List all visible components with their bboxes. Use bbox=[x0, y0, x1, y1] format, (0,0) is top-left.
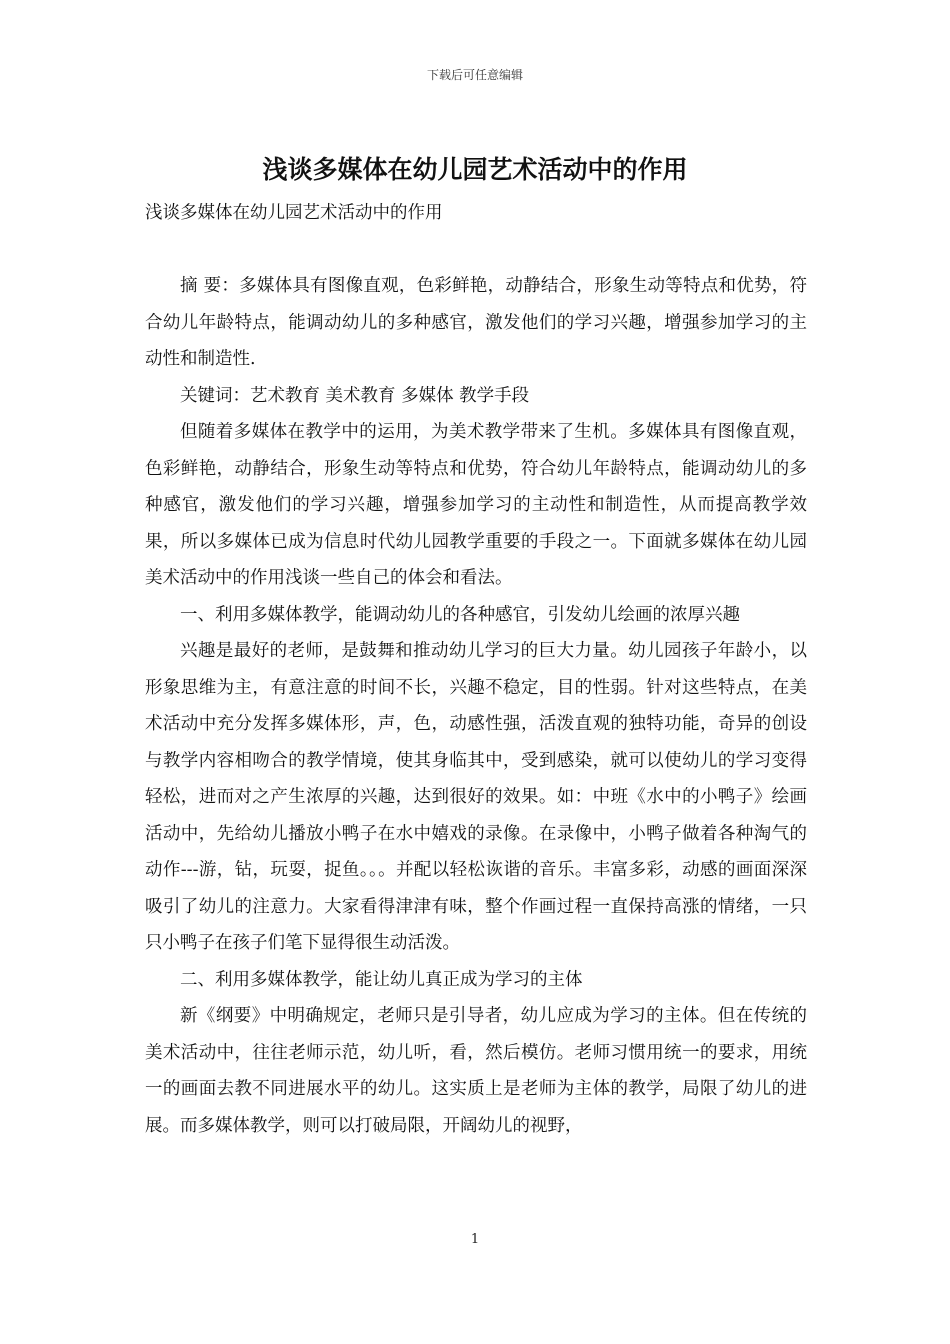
page-number: 1 bbox=[470, 1232, 480, 1247]
document-title: 浅谈多媒体在幼儿园艺术活动中的作用 bbox=[262, 155, 688, 184]
section-heading-2: 二、利用多媒体教学，能让幼儿真正成为学习的主体 bbox=[180, 969, 583, 990]
keywords-paragraph: 关键词：艺术教育 美术教育 多媒体 教学手段 bbox=[180, 385, 530, 406]
document-subtitle: 浅谈多媒体在幼儿园艺术活动中的作用 bbox=[145, 203, 443, 223]
document-body bbox=[145, 268, 807, 1144]
section-1-paragraph: 兴趣是最好的老师，是鼓舞和推动幼儿学习的巨大力量。幼儿园孩子年龄小，以形象思维为主，有意注意的时间不长，兴趣不稳定，目的性弱。针对这些特点，在美术活动中充分发挥多媒体形，声，色，动感性强，活泼直观的独特功能，奇异的创设与教学内容相吻合的教学情境，使其身临其中，受到感染，就可以使幼儿的学习变得轻松，进而对之产生浓厚的兴趣，达到很好的效果。如：中班《水中的小鸭子》绘画活动中，先给幼儿播放小鸭子在水中嬉戏的录像。在录像中，小鸭子做着各种淘气的动作---游，钻，玩耍，捉鱼。。。并配以轻松诙谐的音乐。丰富多彩，动感的画面深深吸引了幼儿的注意力。大家看得津津有味，整个作画过程一直保持高涨的情绪，一只只小鸭子在孩子们笔下显得很生动活泼。 bbox=[145, 641, 807, 953]
page-header-note: 下载后可任意编辑 bbox=[426, 68, 523, 82]
abstract-paragraph: 摘 要：多媒体具有图像直观，色彩鲜艳，动静结合，形象生动等特点和优势，符合幼儿年龄特点，能调动幼儿的多种感官，激发他们的学习兴趣，增强参加学习的主动性和制造性. bbox=[145, 276, 807, 369]
intro-paragraph: 但随着多媒体在教学中的运用，为美术教学带来了生机。多媒体具有图像直观，色彩鲜艳，动静结合，形象生动等特点和优势，符合幼儿年龄特点，能调动幼儿的多种感官，激发他们的学习兴趣，增强参加学习的主动性和制造性，从而提高教学效果，所以多媒体已成为信息时代幼儿园教学重要的手段之一。下面就多媒体在幼儿园美术活动中的作用浅谈一些自己的体会和看法。 bbox=[145, 422, 807, 588]
section-2-paragraph: 新《纲要》中明确规定，老师只是引导者，幼儿应成为学习的主体。但在传统的美术活动中，往往老师示范，幼儿听，看，然后模仿。老师习惯用统一的要求，用统一的画面去教不同进展水平的幼儿。这实质上是老师为主体的教学，局限了幼儿的进展。而多媒体教学，则可以打破局限，开阔幼儿的视野， bbox=[145, 1006, 807, 1136]
section-heading-1: 一、利用多媒体教学，能调动幼儿的各种感官，引发幼儿绘画的浓厚兴趣 bbox=[180, 604, 740, 625]
